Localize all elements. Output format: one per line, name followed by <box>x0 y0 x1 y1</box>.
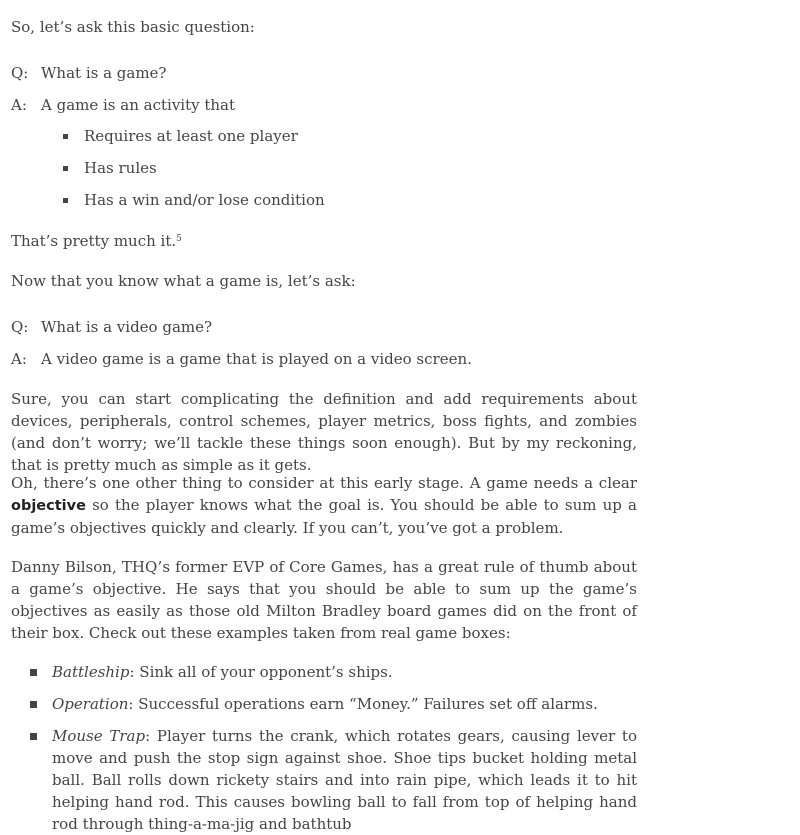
paragraph-sure: Sure, you can start complicating the definition and add requirements about devices, peripherals, control schemes, player metrics, boss fights, and zombies (and don’t worry; we’ll tackle these things soon enough). But by my reckoning, that is pretty much as simple as it gets. <box>11 390 637 474</box>
bullet-icon <box>30 669 37 676</box>
question-2 <box>11 316 212 338</box>
paragraph-danny: Danny Bilson, THQ’s former EVP of Core Games, has a great rule of thumb about a game’s objective. He says that you should be able to sum up the game’s objectives as easily as those old Milton Bradley board games did on the front of their box. Check out these examples taken from real game boxes: <box>11 558 637 642</box>
answer-1 <box>11 94 235 116</box>
paragraph-objective: Oh, there’s one other thing to consider at this early stage. A game needs a clear objective so the player knows what the goal is. You should be able to sum up a game’s objectives quickly and clearly. If you can’t, you’ve got a problem. <box>11 474 637 537</box>
example-item: Battleship: Sink all of your opponent’s ships. <box>52 661 637 683</box>
a-marker: A: <box>11 350 27 368</box>
q-marker: Q: <box>11 318 29 336</box>
bullet-icon <box>63 134 68 139</box>
bullet-icon <box>30 701 37 708</box>
list-item: Has rules <box>63 157 157 179</box>
question-1-text: What is a game? <box>41 64 167 82</box>
question-1 <box>11 62 166 84</box>
example-item: Operation: Successful operations earn “Money.” Failures set off alarms. <box>52 693 637 715</box>
answer-1-text: A game is an activity that <box>41 96 236 114</box>
footnote-marker: 5 <box>176 234 182 244</box>
q-marker: Q: <box>11 64 29 82</box>
bullet-icon <box>30 733 37 740</box>
a-marker: A: <box>11 96 27 114</box>
example-title: Battleship <box>52 663 130 681</box>
answer-2 <box>11 348 472 370</box>
example-item: Mouse Trap: Player turns the crank, which rotates gears, causing lever to move and push the stop sign against shoe. Shoe tips bucket holding metal ball. Ball rolls down rickety stairs and into rain pipe, which leads it to hit helping hand rod. This causes bowling ball to fall from top of helping hand rod through thing-a-ma-jig and bathtub <box>52 725 637 835</box>
example-title: Operation <box>52 695 129 713</box>
intro-text: So, let’s ask this basic question: <box>11 18 255 36</box>
example-title: Mouse Trap <box>52 727 146 745</box>
answer-2-text: A video game is a game that is played on a video screen. <box>41 350 472 368</box>
now-that-text: Now that you know what a game is, let’s ask: <box>11 272 356 290</box>
list-item: Has a win and/or lose condition <box>63 189 325 211</box>
list-item: Requires at least one player <box>63 125 298 147</box>
bullet-icon <box>63 166 68 171</box>
bullet-icon <box>63 198 68 203</box>
pretty-much-text: That’s pretty much it.$^5$ <box>11 232 182 250</box>
question-2-text: What is a video game? <box>41 318 213 336</box>
objective-term: objective <box>11 498 86 514</box>
